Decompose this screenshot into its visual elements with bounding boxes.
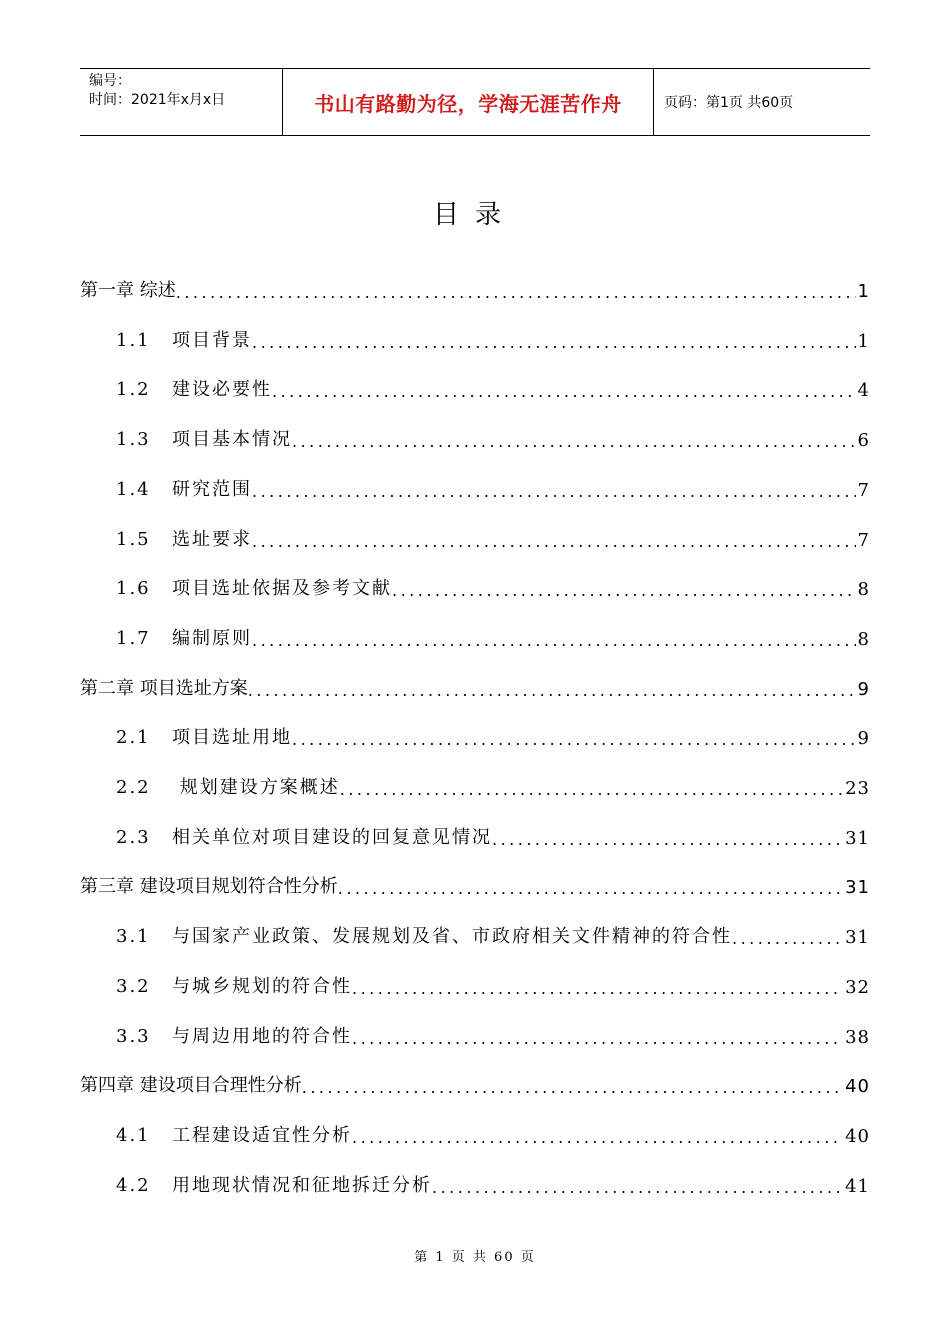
toc-entry-label [80, 624, 252, 650]
toc-leader-dots [292, 432, 856, 451]
toc-leader-dots [252, 631, 856, 650]
toc-section-number: 1.1 [116, 329, 151, 351]
toc-section-entry[interactable] [80, 759, 870, 799]
toc-entry-text: 研究范围 [172, 478, 252, 500]
toc-section-number: 1.6 [116, 578, 151, 600]
toc-page-number: 31 [845, 927, 870, 949]
toc-leader-dots [302, 1078, 843, 1097]
toc-entry-label [80, 574, 392, 600]
toc-page-number: 1 [857, 330, 870, 352]
toc-entry-label [80, 1022, 352, 1048]
toc-page-number: 9 [857, 678, 870, 700]
toc-entry-text: 选址要求 [172, 528, 252, 550]
toc-entry-text: 第二章 项目选址方案 [80, 677, 248, 699]
toc-title: 目录 [432, 200, 517, 230]
toc-entry-label [80, 425, 292, 451]
toc-section-number: 3.3 [116, 1025, 151, 1047]
toc-page-number: 31 [845, 827, 870, 849]
toc-section-number: 1.2 [116, 379, 151, 401]
toc-entry-label [80, 276, 176, 302]
toc-entry-text: 与周边用地的符合性 [172, 1025, 352, 1047]
toc-chapter-entry[interactable] [80, 858, 870, 898]
toc-entry-label [80, 1071, 302, 1097]
toc-page-number: 23 [845, 778, 870, 799]
toc-entry-label [80, 1121, 352, 1147]
toc-leader-dots [338, 879, 843, 898]
toc-entry-label [80, 773, 340, 799]
toc-section-number: 2.2 [116, 777, 151, 798]
toc-entry-text: 第三章 建设项目规划符合性分析 [80, 876, 338, 898]
toc-chapter-entry[interactable] [80, 660, 870, 700]
toc-leader-dots [248, 681, 856, 700]
toc-entry-label [80, 823, 492, 849]
toc-section-number: 3.1 [116, 926, 151, 948]
toc-page-number: 31 [845, 877, 870, 899]
toc-section-number: 3.2 [116, 975, 151, 997]
toc-entry-label [80, 525, 252, 551]
toc-entry-label [80, 972, 352, 998]
toc-entry-text: 项目选址用地 [172, 727, 292, 749]
toc-entry-label [80, 1171, 432, 1197]
toc-entry-label [80, 674, 248, 700]
toc-entry-text: 与国家产业政策、发展规划及省、市政府相关文件精神的符合性 [172, 926, 732, 948]
toc-entry-text: 第四章 建设项目合理性分析 [80, 1075, 302, 1097]
header-page-info: 页码：第1页 共60页 [664, 95, 794, 111]
toc-page-number: 41 [845, 1175, 870, 1197]
toc-entry-text: 项目选址依据及参考文献 [172, 578, 392, 600]
toc-chapter-entry[interactable] [80, 262, 870, 302]
toc-leader-dots [252, 532, 856, 551]
header-motto-cell [282, 69, 654, 135]
toc-leader-dots [352, 1128, 843, 1147]
toc-leader-dots [492, 830, 843, 849]
toc-section-entry[interactable] [80, 411, 870, 451]
toc-page-number: 7 [857, 529, 870, 551]
toc-page-number: 38 [845, 1026, 870, 1048]
toc-entry-label [80, 872, 338, 898]
toc-entry-text: 与城乡规划的符合性 [172, 975, 352, 997]
toc-section-number: 4.1 [116, 1124, 151, 1146]
toc-section-entry[interactable] [80, 312, 870, 352]
toc-page-number: 4 [857, 380, 870, 402]
toc-section-entry[interactable] [80, 461, 870, 501]
toc-section-number: 1.7 [116, 627, 151, 649]
toc-entry-text: 第一章 综述 [80, 280, 176, 301]
toc-page-number: 1 [857, 281, 870, 302]
toc-entry-label [80, 375, 272, 401]
toc-entry-text: 工程建设适宜性分析 [172, 1124, 352, 1146]
toc-section-entry[interactable] [80, 809, 870, 849]
header-meta [80, 69, 282, 135]
toc-section-entry[interactable] [80, 1157, 870, 1197]
page-footer: 第 1 页 共 60 页 [414, 1250, 536, 1265]
toc-section-number: 1.3 [116, 429, 151, 451]
toc-entry-text: 规划建设方案概述 [172, 777, 340, 798]
toc-section-entry[interactable] [80, 1008, 870, 1048]
toc-section-number: 1.4 [116, 478, 151, 500]
toc-page-number: 9 [857, 728, 870, 750]
toc-leader-dots [732, 929, 843, 948]
toc-section-number: 4.2 [116, 1174, 151, 1196]
toc-section-entry[interactable] [80, 560, 870, 600]
toc-page-number: 32 [845, 976, 870, 998]
toc-page-number: 40 [845, 1125, 870, 1147]
toc-leader-dots [292, 730, 856, 749]
header-page-info-cell [654, 69, 870, 135]
toc-leader-dots [252, 482, 856, 501]
toc-section-entry[interactable] [80, 610, 870, 650]
document-number: 编号： [89, 73, 131, 89]
toc-section-entry[interactable] [80, 958, 870, 998]
toc-page-number: 7 [857, 479, 870, 501]
toc-entry-text: 编制原则 [172, 627, 252, 649]
toc-entry-text: 项目基本情况 [172, 429, 292, 451]
toc-entry-text: 相关单位对项目建设的回复意见情况 [172, 826, 492, 848]
toc-leader-dots [352, 1029, 843, 1048]
toc-section-entry[interactable] [80, 361, 870, 401]
toc-leader-dots [340, 780, 843, 799]
toc-page-number: 6 [857, 430, 870, 452]
toc-entry-label [80, 922, 732, 948]
toc-entry-text: 项目背景 [172, 329, 252, 351]
toc-leader-dots [176, 283, 856, 302]
page-header [80, 68, 870, 136]
toc-leader-dots [272, 382, 856, 401]
toc-leader-dots [432, 1178, 843, 1197]
toc-section-number: 1.5 [116, 528, 151, 550]
toc-entry-text: 用地现状情况和征地拆迁分析 [172, 1174, 432, 1196]
toc-leader-dots [352, 979, 843, 998]
toc-entry-label [80, 326, 252, 352]
toc-entry-text: 建设必要性 [172, 379, 272, 401]
toc-section-entry[interactable] [80, 908, 870, 948]
toc-entry-label [80, 723, 292, 749]
toc-page-number: 8 [857, 579, 870, 601]
toc-leader-dots [392, 581, 856, 600]
toc-section-number: 2.1 [116, 727, 151, 749]
toc-section-entry[interactable] [80, 709, 870, 749]
toc-chapter-entry[interactable] [80, 1057, 870, 1097]
toc-section-number: 2.3 [116, 826, 151, 848]
toc-section-entry[interactable] [80, 511, 870, 551]
toc-page-number: 8 [857, 628, 870, 650]
toc-page-number: 40 [845, 1076, 870, 1098]
document-date: 时间：2021年x月x日 [89, 92, 226, 108]
toc-section-entry[interactable] [80, 1107, 870, 1147]
toc-leader-dots [252, 333, 856, 352]
header-motto: 书山有路勤为径，学海无涯苦作舟 [314, 91, 622, 116]
toc-entry-label [80, 475, 252, 501]
